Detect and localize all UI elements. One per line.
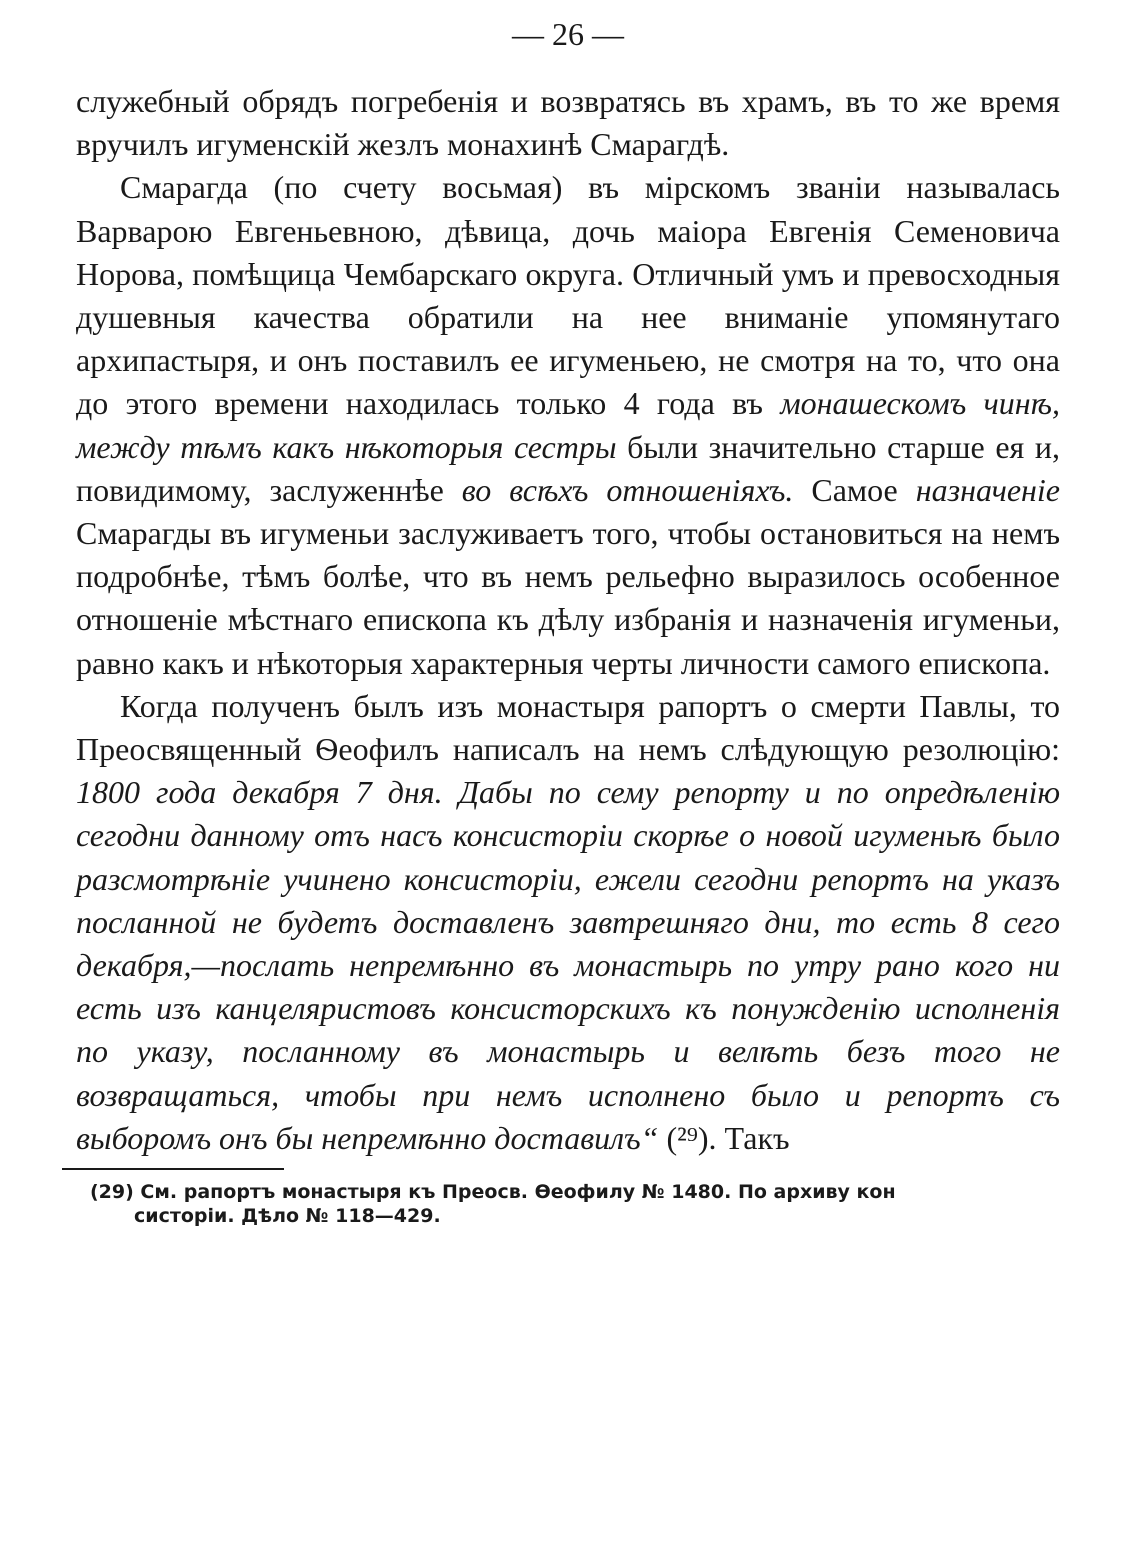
paragraph-text: Когда полученъ былъ изъ монастыря рапортъ о смерти Павлы, то Преосвященный Ѳеофилъ написалъ на немъ слѣдующую резолюцію:	[76, 687, 1060, 768]
paragraph-text: были значительно старше ея и, повидимому, заслуженнѣе	[76, 428, 1061, 508]
resolution-quote: 1800 года декабря 7 дня. Дабы по сему репорту и по опредѣленію сегодни данному отъ насъ консисторіи скорѣе о новой игуменьѣ было разсмотрѣніе учинено консисторіи, ежели сегодни репортъ на указъ посланной не будетъ доставленъ завтрешняго дни, то есть 8 сего декабря,—послать непремѣнно въ монастырь по утру рано кого ни есть изъ канцеляристовъ консисторскихъ къ понужденію исполненія по указу, посланному въ монастырь и велѣть безъ того не возвращаться, чтобы при немъ исполнено было и репортъ съ выборомъ онъ бы непремѣнно доставилъ“	[76, 774, 1060, 1156]
document-page	[76, 14, 1060, 1228]
italic-phrase: назначеніе	[915, 471, 1060, 508]
page-number: — 26 —	[512, 16, 624, 52]
paragraph-resolution	[76, 685, 1060, 1160]
paragraph-smaragda	[76, 166, 1060, 684]
footnote	[76, 1180, 1060, 1228]
paragraph-text: Смарагда (по счету восьмая) въ мірскомъ званіи называлась Варварою Евгеньевною, дѣвица, дочь маіора Евгенія Семеновича Норова, помѣщица Чембарскаго округа. Отличный умъ и превосходныя душевныя качества обратили на нее вниманіе упомянутаго архипастыря, и онъ поставилъ ее игуменьею, не смотря на то, что она до этого времени находилась только 4 года въ	[76, 169, 1060, 422]
paragraph-text: Смарагды въ игуменьи заслуживаетъ того, чтобы остановиться на немъ подробнѣе, тѣмъ болѣе, что въ немъ рельефно выразилось особенное отношеніе мѣстнаго епископа къ дѣлу избранія и назначенія игуменьи, равно какъ и нѣкоторыя характерныя черты личности самого епископа.	[76, 515, 1060, 681]
footnote-divider	[62, 1168, 284, 1170]
paragraph-continuation: служебный обрядъ погребенія и возвратясь въ храмъ, въ то же время вручилъ игуменскій жезлъ монахинѣ Смарагдѣ.	[76, 83, 1060, 163]
footnote-line: систоріи. Дѣло № 118—429.	[134, 1205, 441, 1228]
body-text	[76, 80, 1060, 1160]
footnote-line: (29) См. рапортъ монастыря къ Преосв. Ѳеофилу № 1480. По архиву кон	[90, 1181, 896, 1204]
italic-phrase: во всѣхъ отношеніяхъ.	[461, 471, 794, 508]
footnote-reference: (²⁹). Такъ	[658, 1119, 790, 1156]
italic-phrase: монашескомъ чинѣ, между тѣмъ какъ нѣкоторыя сестры	[76, 385, 1061, 465]
paragraph-text: Самое	[793, 471, 916, 508]
